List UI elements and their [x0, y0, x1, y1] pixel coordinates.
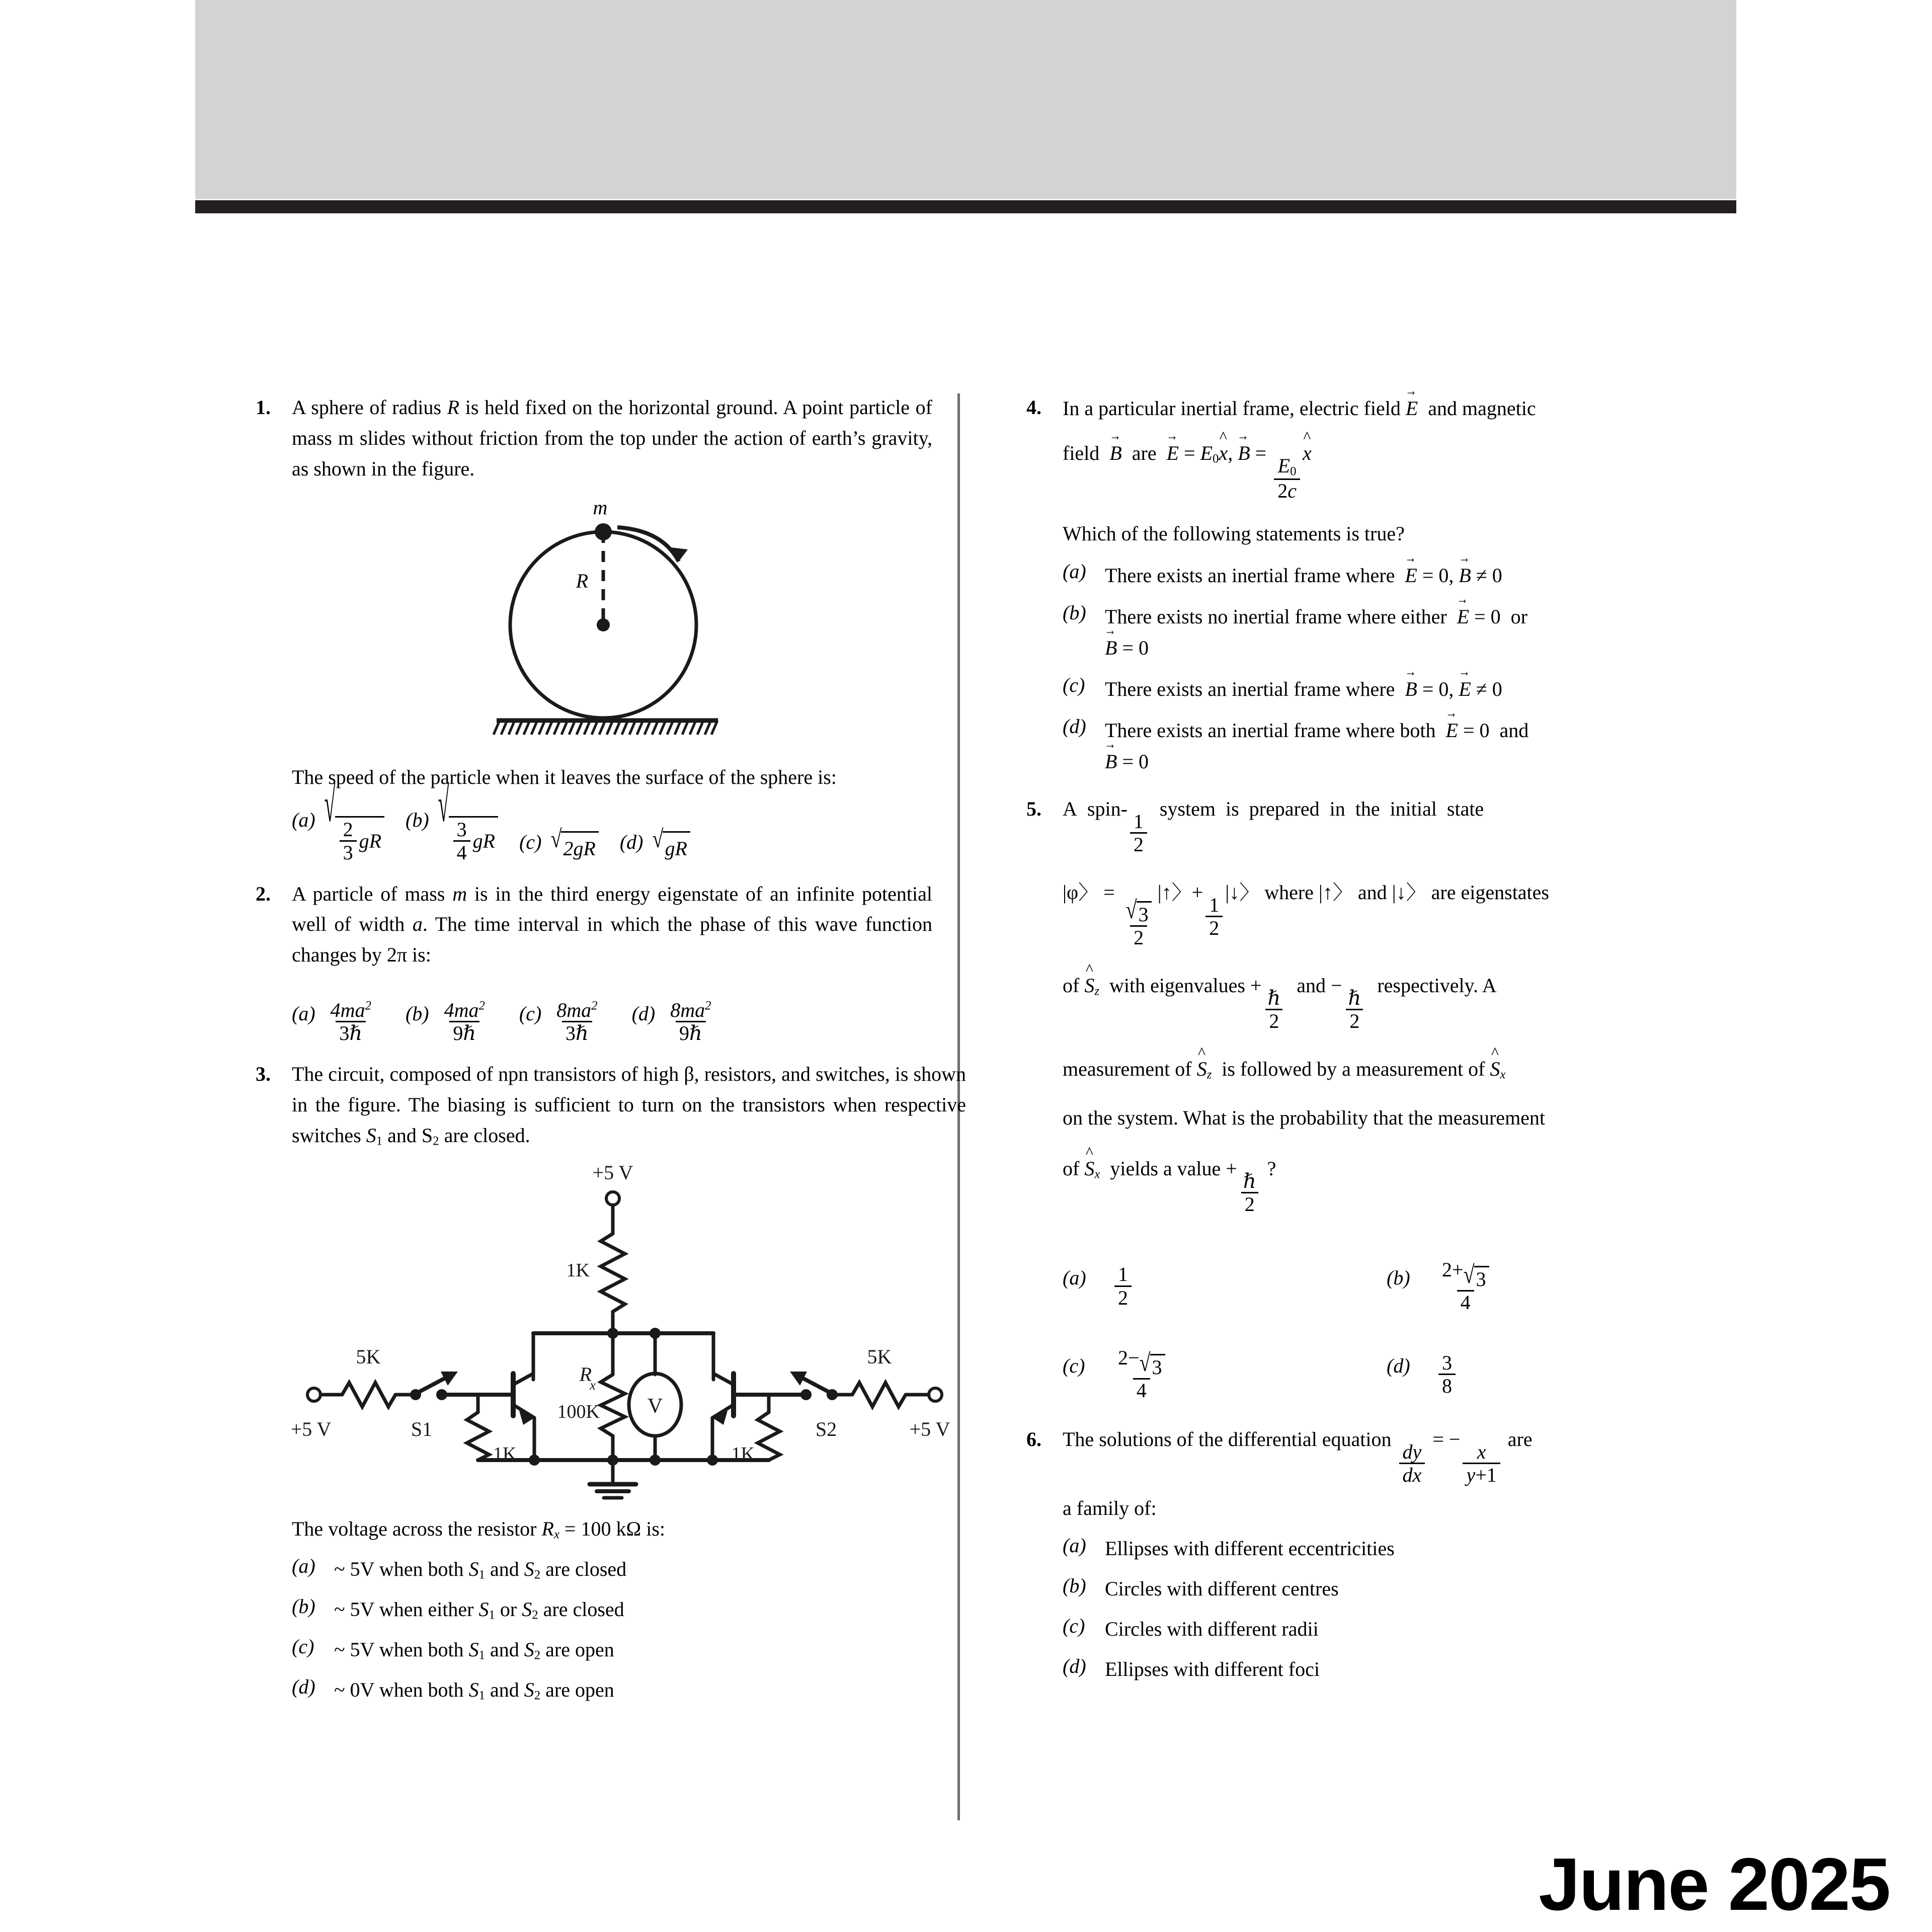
option-value: $\frac{3}{8}$: [1436, 1335, 1458, 1397]
question-formula-eigen: of S $\^{}_z$ with eigenvalues + $\frac{\text{ℏ}}{2}$ and − $\frac{\text{ℏ}}{2}$ respectively. A: [1063, 971, 1711, 1032]
option-value: ~ 5V when both $S_1$ and $S_2$ are closed: [334, 1558, 627, 1582]
option-value: Ellipses with different eccentricities: [1105, 1537, 1395, 1560]
option-d[interactable]: [1063, 1654, 1711, 1684]
resistor-1k-emitter-left: [467, 1412, 489, 1460]
options-list-q3: [292, 1554, 966, 1705]
option-label: (d): [619, 830, 643, 853]
option-d[interactable]: [292, 1675, 966, 1705]
sphere-diagram-svg: [451, 493, 773, 755]
label-r-collector: 1K: [566, 1259, 590, 1281]
label-supply-right: +5 V: [909, 1417, 950, 1440]
option-b[interactable]: [406, 776, 498, 864]
label-rx-sub: x: [590, 1377, 596, 1393]
option-a[interactable]: [1063, 559, 1711, 591]
option-value: √ gR: [653, 820, 690, 864]
option-value: There exists an inertial frame where B → = 0, E → ≠ 0: [1105, 673, 1502, 704]
option-label: (a): [1063, 1534, 1086, 1557]
option-label: (c): [519, 1002, 542, 1025]
option-d[interactable]: [1387, 1330, 1711, 1401]
option-d[interactable]: [1063, 714, 1711, 777]
option-b[interactable]: [1063, 1574, 1711, 1604]
option-value: √ 2gR: [550, 820, 598, 864]
label-r-emitter-left: 1K: [493, 1443, 517, 1465]
option-label: (d): [1387, 1354, 1410, 1378]
question-text: The circuit, composed of npn transistors of high β, resistors, and switches, is shown in the figure. The biasing is sufficient to turn on the transistors when respective switches $S_1$ and $S_2$ are closed.: [292, 1063, 966, 1148]
terminal-top: [606, 1192, 619, 1205]
question-text: A spin- $\frac{1}{2}$ system is prepared in the initial state: [1063, 797, 1484, 856]
label-r-emitter-right: 1K: [731, 1443, 755, 1465]
label-switch-left: S1: [411, 1417, 433, 1440]
centre-dot: [597, 618, 610, 631]
question-text: A sphere of radius R is held fixed on the horizontal ground. A point particle of mass m slides without friction from the top under the action of earth’s gravity, as shown in the figure.: [292, 396, 932, 480]
option-d[interactable]: [632, 983, 717, 1044]
node-bottom-1: [529, 1455, 540, 1466]
option-b[interactable]: [1387, 1242, 1711, 1313]
label-r-base-right: 5K: [867, 1345, 892, 1368]
question-number: 5.: [1026, 797, 1041, 820]
option-label: (a): [1063, 559, 1086, 583]
question-text-2: The speed of the particle when it leaves the surface of the sphere is:: [292, 766, 837, 789]
option-value: Ellipses with different foci: [1105, 1658, 1320, 1681]
option-value: 2+ √ 3 4: [1436, 1242, 1495, 1313]
option-label: (c): [1063, 1615, 1085, 1638]
page-title: June 2025: [1539, 1843, 1890, 1926]
option-d[interactable]: [620, 820, 690, 864]
option-value: ~ 5V when both $S_1$ and $S_2$ are open: [334, 1638, 614, 1662]
option-value: 2− √ 3 4: [1112, 1330, 1171, 1401]
option-label: (d): [292, 1675, 315, 1699]
option-b[interactable]: [1063, 601, 1711, 663]
question-number: 1.: [256, 396, 271, 419]
question-number: 2.: [256, 882, 271, 905]
option-a[interactable]: [292, 776, 384, 864]
node-bottom-3: [650, 1455, 661, 1466]
label-supply-top: +5 V: [592, 1161, 633, 1184]
label-voltmeter: V: [647, 1394, 663, 1418]
option-value: $\frac{4ma^2}{\text{9ℏ}}$: [444, 998, 485, 1044]
option-c[interactable]: [1063, 673, 1711, 704]
header-rule: [195, 200, 1736, 213]
option-label: (b): [406, 809, 429, 832]
question-text: The solutions of the differential equation $\frac{dy}{dx}$ = − $\frac{x}{y+1}$ are: [1063, 1428, 1533, 1487]
option-value: ~ 0V when both $S_1$ and $S_2$ are open: [334, 1678, 614, 1703]
left-column: [256, 392, 966, 1720]
option-value: $\frac{1}{2}$: [1112, 1247, 1134, 1309]
question-2: [256, 879, 932, 1044]
option-value: $\frac{8ma^2}{\text{9ℏ}}$: [670, 998, 711, 1044]
option-a[interactable]: [1063, 1242, 1387, 1313]
options-grid-q5: [1063, 1225, 1711, 1401]
option-label: (c): [1063, 673, 1085, 696]
header-band: [195, 0, 1736, 199]
label-supply-left: +5 V: [292, 1417, 332, 1440]
question-text-2: The voltage across the resistor $R_x = 100$ kΩ is:: [292, 1517, 666, 1541]
option-label: (c): [1063, 1354, 1085, 1378]
question-text-3: on the system. What is the probability that the measurement: [1063, 1106, 1546, 1130]
question-formula-state: |φ〉 = √ 3 2 |↑〉+ $\frac{1}{2}$ |↓〉 where |↑〉 and |↓〉 are eigenstates: [1063, 880, 1549, 949]
option-label: (a): [1063, 1266, 1086, 1290]
option-label: (b): [1063, 601, 1086, 624]
option-label: (b): [1063, 1574, 1086, 1597]
option-value: There exists an inertial frame where E → = 0, B → ≠ 0: [1105, 559, 1502, 591]
option-a[interactable]: [292, 983, 377, 1044]
right-column: [1026, 392, 1711, 1700]
resistor-1k-collector: [601, 1234, 625, 1312]
question-text-2: a family of:: [1063, 1496, 1157, 1519]
option-c[interactable]: [292, 1635, 966, 1665]
question-number: 6.: [1026, 1428, 1041, 1451]
question-6: [1026, 1424, 1711, 1684]
option-a[interactable]: [292, 1554, 966, 1584]
label-rx: R: [579, 1362, 592, 1386]
option-c[interactable]: [1063, 1614, 1711, 1644]
question-text: In a particular inertial frame, electric field E → and magnetic: [1063, 392, 1711, 424]
option-b[interactable]: [292, 1594, 966, 1625]
switch-right-contact: [800, 1389, 812, 1400]
option-label: (c): [292, 1635, 314, 1658]
option-c[interactable]: [519, 983, 604, 1044]
option-c[interactable]: [1063, 1330, 1387, 1401]
option-b[interactable]: [406, 983, 491, 1044]
option-label: (b): [405, 1002, 429, 1025]
option-label: (d): [1063, 1655, 1086, 1678]
resistor-rx-100k: [601, 1375, 625, 1436]
resistor-1k-emitter-right: [758, 1412, 780, 1460]
option-a[interactable]: [1063, 1534, 1711, 1564]
option-label: (a): [292, 1002, 315, 1025]
question-text-2: Which of the following statements is true?: [1063, 522, 1405, 545]
option-value: ~ 5V when either $S_1$ or $S_2$ are closed: [334, 1598, 624, 1622]
option-label: (c): [519, 830, 542, 853]
question-formula-measure: measurement of S $\^{}_z$ is followed by a measurement of S $\^{}_x$: [1063, 1054, 1711, 1085]
option-value: There exists no inertial frame where either E → = 0 or B → = 0: [1105, 601, 1527, 663]
question-5: [1026, 794, 1711, 1402]
figure-transistor-circuit: [292, 1158, 966, 1508]
question-formula: field B → are E → = $E_0x$ ^, B → = $\frac{E_0}{2c}$ x ^: [1063, 437, 1711, 502]
label-radius: R: [576, 570, 588, 593]
circuit-diagram-svg: [292, 1158, 966, 1505]
option-value: $\frac{8ma^2}{\text{3ℏ}}$: [556, 998, 598, 1044]
option-value: There exists an inertial frame where both E → = 0 and B → = 0: [1105, 714, 1528, 777]
options-row-q2: [292, 983, 932, 1044]
option-value: Circles with different centres: [1105, 1577, 1339, 1600]
question-1: [256, 392, 932, 864]
option-c[interactable]: [519, 820, 599, 864]
question-number: 3.: [256, 1063, 271, 1086]
label-rx-value: 100K: [557, 1401, 600, 1422]
resistor-5k-left: [342, 1383, 395, 1407]
label-switch-right: S2: [815, 1417, 837, 1440]
option-label: (b): [292, 1595, 315, 1618]
label-mass: m: [593, 496, 607, 519]
node-bottom-4: [707, 1455, 718, 1466]
question-number: 4.: [1026, 396, 1041, 419]
switch-left-contact: [436, 1389, 447, 1400]
question-4: [1026, 392, 1711, 777]
terminal-right: [929, 1388, 942, 1401]
option-label: (a): [292, 1555, 315, 1578]
resistor-5k-right: [852, 1383, 906, 1407]
question-formula-prob: of S $\^{}_x$ yields a value + $\frac{\text{ℏ}}{2}$ ?: [1063, 1154, 1711, 1215]
options-list-q6: [1063, 1534, 1711, 1684]
option-label: (d): [1063, 714, 1086, 738]
option-value: $\frac{4ma^2}{\text{3ℏ}}$: [330, 998, 371, 1044]
label-r-base-left: 5K: [356, 1345, 381, 1368]
option-label: (b): [1387, 1266, 1410, 1290]
option-label: (d): [631, 1002, 656, 1025]
option-label: (a): [292, 809, 315, 832]
terminal-left: [307, 1388, 320, 1401]
options-list-q4: [1063, 559, 1711, 777]
option-value: √ $\frac{3}{4}$ gR: [438, 805, 498, 863]
figure-sphere-on-ground: [292, 493, 932, 757]
question-text: A particle of mass m is in the third energy eigenstate of an infinite potential well of width a. The time interval in which the phase of this wave function changes by 2π is:: [292, 882, 933, 967]
option-value: √ $\frac{2}{3}$ gR: [325, 805, 384, 863]
question-3: [256, 1059, 966, 1705]
option-value: Circles with different radii: [1105, 1618, 1319, 1641]
